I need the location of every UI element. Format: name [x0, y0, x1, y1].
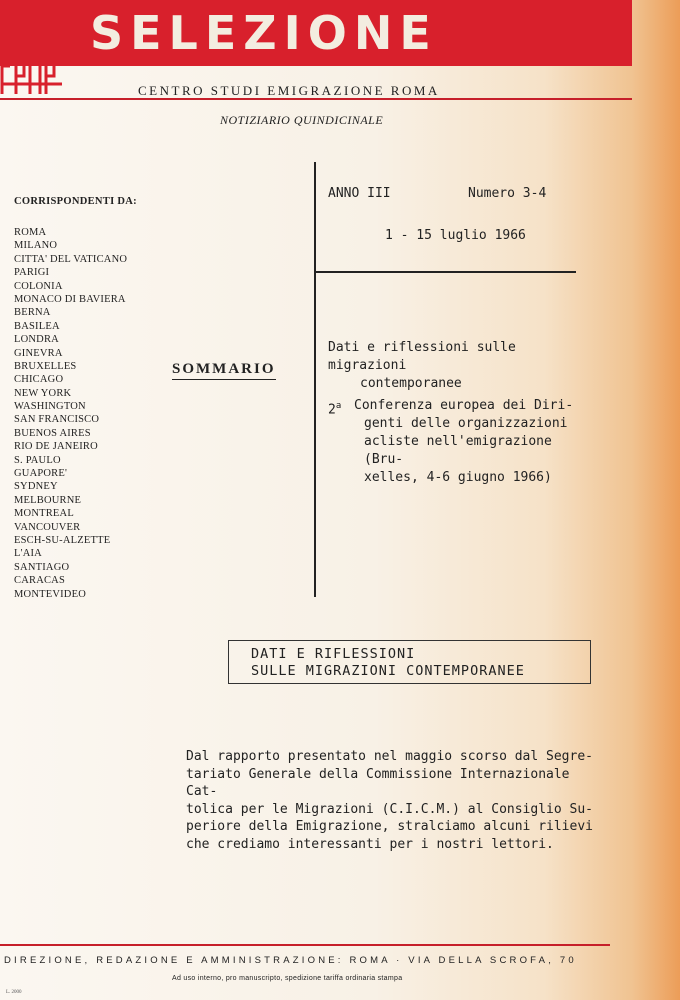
city-item: MONTEVIDEO [14, 588, 86, 600]
city-item: MONTREAL [14, 508, 74, 520]
paragraph-line: periore della Emigrazione, stralciamo alcuni rilievi [186, 819, 593, 834]
toc-item-2-text [354, 397, 590, 487]
city-item: WASHINGTON [14, 401, 86, 413]
toc-item-2-line: xelles, 4-6 giugno 1966) [364, 470, 552, 485]
city-item: SYDNEY [14, 481, 58, 493]
city-item: L'AIA [14, 548, 42, 560]
section-title-line: SULLE MIGRAZIONI CONTEMPORANEE [251, 663, 525, 679]
city-item: NEW YORK [14, 387, 72, 399]
city-item: MONACO DI BAVIERA [14, 293, 126, 305]
city-item: SAN FRANCISCO [14, 414, 100, 426]
issue-date: 1 - 15 luglio 1966 [385, 228, 526, 243]
city-item: MELBOURNE [14, 494, 82, 506]
city-item: BERNA [14, 307, 51, 319]
toc-item-2-line: Conferenza europea dei Diri- [354, 398, 574, 413]
city-item: LONDRA [14, 334, 59, 346]
city-item: VANCOUVER [14, 521, 81, 533]
toc-item-1-line: contemporanee [360, 376, 462, 391]
city-item: BRUXELLES [14, 360, 77, 372]
city-item: S. PAULO [14, 454, 61, 466]
toc-item-1-line: Dati e riflessioni sulle migrazioni [328, 340, 516, 373]
city-item: CHICAGO [14, 374, 64, 386]
city-item: GUAPORE' [14, 468, 68, 480]
city-item: ESCH-SU-ALZETTE [14, 534, 111, 546]
city-item: MILANO [14, 240, 58, 252]
issue-number: Numero 3-4 [468, 186, 547, 201]
publisher-name: CENTRO STUDI EMIGRAZIONE ROMA [138, 83, 440, 98]
city-item: BUENOS AIRES [14, 427, 91, 439]
masthead-title: SELEZIONE [90, 6, 438, 60]
correspondents-heading: CORRISPONDENTI DA: [14, 196, 137, 207]
toc-item-2-line: genti delle organizzazioni [364, 416, 568, 431]
paragraph-line: tolica per le Migrazioni (C.I.C.M.) al Consiglio Su- [186, 801, 593, 817]
paragraph-line: tariato Generale della Commissione Internazionale Cat- [186, 766, 570, 799]
city-item: CITTA' DEL VATICANO [14, 253, 128, 265]
issue-year: ANNO III [328, 186, 391, 201]
correspondents-list [14, 226, 127, 601]
city-item: RIO DE JANEIRO [14, 441, 98, 453]
city-item: COLONIA [14, 280, 63, 292]
city-item: GINEVRA [14, 347, 63, 359]
intro-paragraph [186, 748, 596, 853]
toc-item-2-line: acliste nell'emigrazione (Bru- [364, 434, 552, 467]
frgr-logo [0, 40, 64, 94]
section-title-box [228, 640, 591, 684]
city-item: SANTIAGO [14, 561, 70, 573]
footer-note: Ad uso interno, pro manuscripto, spedizione tariffa ordinaria stampa [172, 975, 403, 982]
city-item: ROMA [14, 227, 47, 238]
city-item: PARIGI [14, 267, 50, 279]
footer-rule [0, 944, 610, 946]
city-item: CARACAS [14, 575, 65, 587]
section-title-line: DATI E RIFLESSIONI [251, 646, 416, 662]
footer-address: DIREZIONE, REDAZIONE E AMMINISTRAZIONE: ROMA · VIA DELLA SCROFA, 70 [4, 955, 577, 966]
paragraph-line: Dal rapporto presentato nel maggio scorso dal Segre- [186, 749, 593, 764]
city-item: BASILEA [14, 320, 60, 332]
printer-mark: L. 2000 [6, 990, 22, 995]
issue-rule [316, 271, 576, 273]
publication-tagline: NOTIZIARIO QUINDICINALE [220, 113, 384, 127]
toc-item-1 [328, 339, 588, 393]
toc-item-2-number: 2$^a$ [328, 401, 342, 418]
sommario-heading: SOMMARIO [172, 361, 276, 380]
paragraph-line: che crediamo interessanti per i nostri lettori. [186, 836, 554, 852]
column-divider [314, 162, 316, 597]
